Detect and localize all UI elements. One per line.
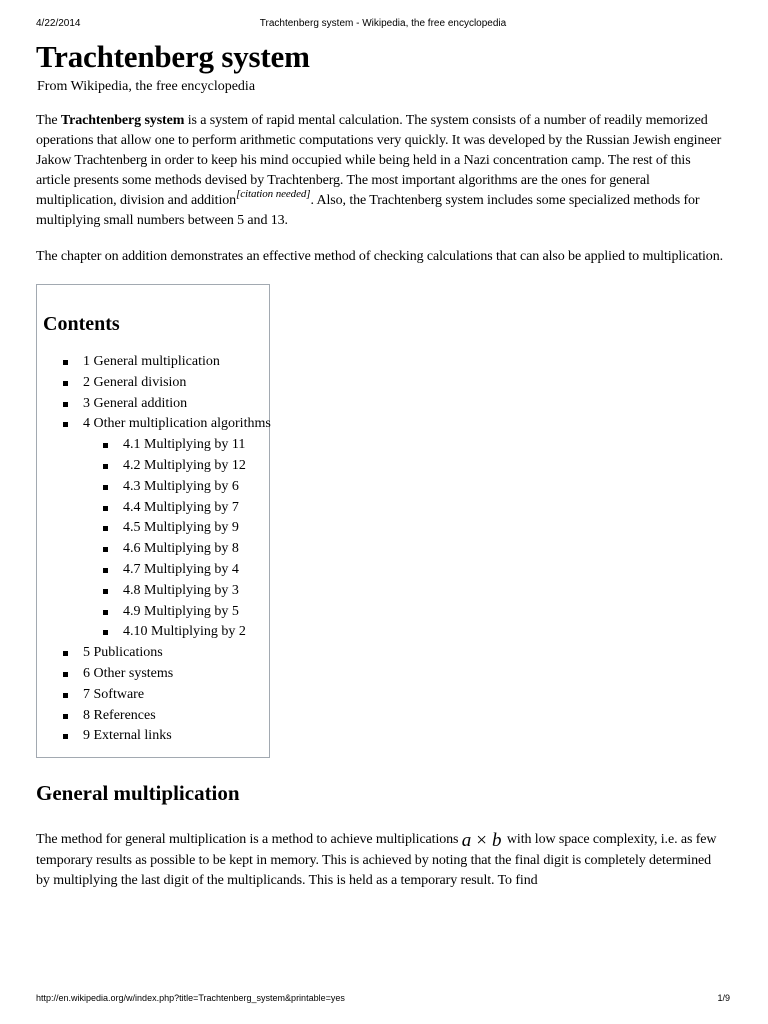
toc-subitem-multiplying-by-2[interactable]: 4.10 Multiplying by 2 (43, 622, 263, 643)
page-title: Trachtenberg system (36, 39, 310, 74)
toc-subitem-multiplying-by-11[interactable]: 4.1 Multiplying by 11 (43, 435, 263, 456)
toc-subitem-multiplying-by-3[interactable]: 4.8 Multiplying by 3 (43, 581, 263, 602)
toc-subitem-multiplying-by-12[interactable]: 4.2 Multiplying by 12 (43, 456, 263, 477)
intro-text-start: The (36, 113, 61, 128)
math-variable-a: a (461, 830, 474, 851)
toc-subitem-multiplying-by-8[interactable]: 4.6 Multiplying by 8 (43, 539, 263, 560)
toc-list (43, 352, 271, 747)
toc-item-software[interactable]: 7 Software (43, 685, 263, 706)
page-number: 1/9 (717, 993, 730, 1003)
toc-subitem-multiplying-by-6[interactable]: 4.3 Multiplying by 6 (43, 477, 263, 498)
toc-item-other-systems[interactable]: 6 Other systems (43, 664, 263, 685)
toc-subitem-multiplying-by-5[interactable]: 4.9 Multiplying by 5 (43, 602, 263, 623)
toc-title: Contents (43, 313, 120, 335)
toc-item-general-addition[interactable]: 3 General addition (43, 394, 263, 415)
toc-item-publications[interactable]: 5 Publications (43, 643, 263, 664)
toc-item-external-links[interactable]: 9 External links (43, 726, 263, 747)
print-url: http://en.wikipedia.org/w/index.php?title=Trachtenberg_system&printable=yes (36, 993, 345, 1003)
toc-item-other-multiplication-algorithms[interactable]: 4 Other multiplication algorithms (43, 414, 263, 435)
print-document-title: Trachtenberg system - Wikipedia, the free encyclopedia (259, 18, 507, 29)
gm-text-start: The method for general multiplication is a method to achieve multiplications (36, 832, 462, 847)
article-content (36, 38, 728, 891)
math-variable-b: b (492, 830, 504, 851)
toc-item-references[interactable]: 8 References (43, 706, 263, 727)
gm-text-end: with low space complexity, i.e. as few temporary results as possible to be kept in memory. This is achieved by noting that the final digit is completely determined by multiplying the last digit of the multiplicands. This is held as a temporary result. To find (36, 832, 717, 888)
math-formula (462, 830, 504, 851)
site-tagline: From Wikipedia, the free encyclopedia (37, 79, 256, 94)
print-date: 4/22/2014 (36, 18, 81, 29)
toc-subitem-multiplying-by-9[interactable]: 4.5 Multiplying by 9 (43, 518, 263, 539)
toc-item-general-multiplication[interactable]: 1 General multiplication (43, 352, 263, 373)
toc-subitem-multiplying-by-7[interactable]: 4.4 Multiplying by 7 (43, 498, 263, 519)
citation-needed-link[interactable]: [citation needed] (236, 188, 311, 200)
general-multiplication-paragraph (36, 830, 728, 891)
toc-subitem-multiplying-by-4[interactable]: 4.7 Multiplying by 4 (43, 560, 263, 581)
intro-bold-term: Trachtenberg system (60, 113, 185, 128)
intro-text-middle: is a system of rapid mental calculation. The system consists of a number of readily memorized operations that allow one to perform arithmetic computations very quickly. It was developed by the Russian Jewish engineer Jakow Trachtenberg in order to keep his mind occupied while being held in a Nazi concentration camp. The rest of this article presents some methods devised by Trachtenberg. The most important algorithms are the ones for general multiplication, division and addition (36, 113, 722, 208)
intro-text-end: . Also, the Trachtenberg system includes some specialized methods for multiplying small numbers between 5 and 13. (36, 193, 700, 228)
table-of-contents (36, 284, 270, 758)
toc-item-general-division[interactable]: 2 General division (43, 373, 263, 394)
math-times-symbol: × (476, 830, 490, 851)
section-heading-general-multiplication: General multiplication (36, 781, 240, 805)
intro-paragraph (36, 111, 728, 231)
chapter-paragraph: The chapter on addition demonstrates an effective method of checking calculations that can also be applied to multiplication. (36, 249, 724, 264)
